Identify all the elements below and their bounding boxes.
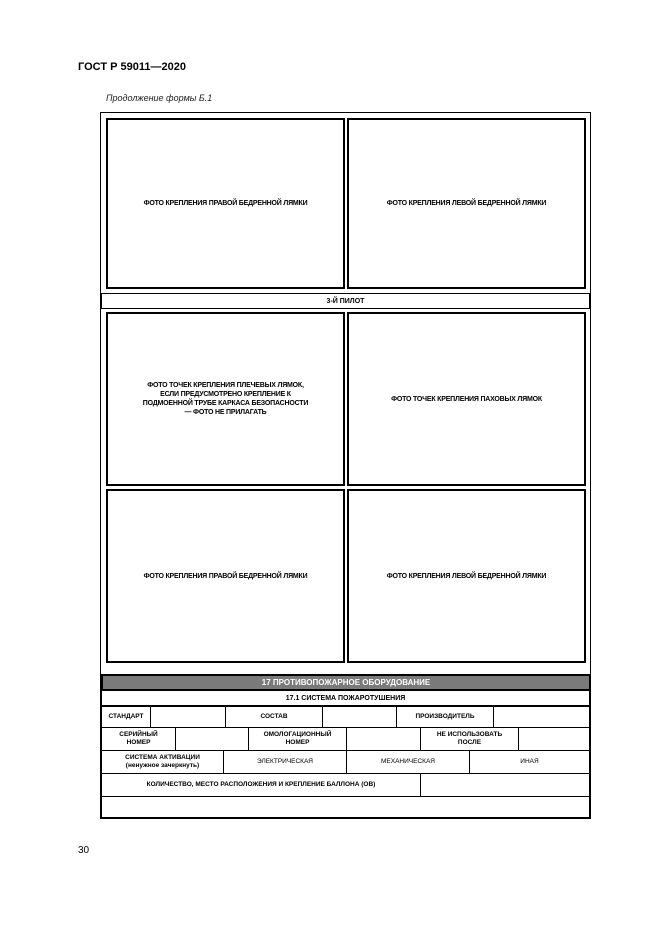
serial-number-label xyxy=(101,727,176,751)
photo-label: ФОТО ТОЧЕК КРЕПЛЕНИЯ ПЛЕЧЕВЫХ ЛЯМОК, ЕСЛИ ПРЕДУСМОТРЕНО КРЕПЛЕНИЕ К ПОДМОЕННОЙ ТРУБЕ КАРКАСА БЕЗОПАСНОСТИ — ФОТО НЕ ПРИЛАГАТЬ xyxy=(142,382,309,416)
cylinder-count-location-label xyxy=(101,773,421,797)
cylinder-details-entry[interactable] xyxy=(101,796,590,818)
section-17-1-subheading: 17.1 СИСТЕМА ПОЖАРОТУШЕНИЯ xyxy=(101,691,590,706)
photo-label: ФОТО КРЕПЛЕНИЯ ЛЕВОЙ БЕДРЕННОЙ ЛЯМКИ xyxy=(386,572,547,580)
activation-electric-option[interactable]: ЭЛЕКТРИЧЕСКАЯ xyxy=(223,750,347,774)
cylinder-count-location-text: КОЛИЧЕСТВО, МЕСТО РАСПОЛОЖЕНИЯ И КРЕПЛЕНИЕ БАЛЛОНА (ОВ) xyxy=(146,781,376,788)
composition-label: СОСТАВ xyxy=(225,706,323,728)
homologation-number-value[interactable] xyxy=(346,727,421,751)
pilot-3-heading: 3-Й ПИЛОТ xyxy=(101,293,590,309)
section-17-heading: 17 ПРОТИВОПОЖАРНОЕ ОБОРУДОВАНИЕ xyxy=(101,674,591,691)
photo-left-leg-strap-box xyxy=(347,489,586,663)
standard-value[interactable] xyxy=(150,706,226,728)
photo-right-leg-strap-box xyxy=(106,489,345,663)
activation-other-option[interactable]: ИНАЯ xyxy=(469,750,590,774)
page-number: 30 xyxy=(78,845,90,856)
homologation-number-label xyxy=(248,727,347,751)
activation-system-label xyxy=(101,750,224,774)
form-continuation-caption: Продолжение формы Б.1 xyxy=(106,93,213,103)
document-code: ГОСТ Р 59011—2020 xyxy=(78,61,186,73)
photo-shoulder-strap-points-box xyxy=(106,312,345,486)
photo-left-leg-strap-box xyxy=(347,118,586,289)
cylinder-count-location-value[interactable] xyxy=(420,773,590,797)
do-not-use-after-value[interactable] xyxy=(518,727,590,751)
photo-label: ФОТО КРЕПЛЕНИЯ ПРАВОЙ БЕДРЕННОЙ ЛЯМКИ xyxy=(143,572,308,580)
standard-label: СТАНДАРТ xyxy=(101,706,151,728)
do-not-use-after-text: НЕ ИСПОЛЬЗОВАТЬ ПОСЛЕ xyxy=(436,731,503,746)
photo-lap-strap-points-box xyxy=(347,312,586,486)
homologation-number-text: ОМОЛОГАЦИОННЫЙ НОМЕР xyxy=(263,731,332,746)
serial-number-value[interactable] xyxy=(175,727,249,751)
manufacturer-label: ПРОИЗВОДИТЕЛЬ xyxy=(396,706,494,728)
photo-label: ФОТО КРЕПЛЕНИЯ ПРАВОЙ БЕДРЕННОЙ ЛЯМКИ xyxy=(143,200,308,207)
manufacturer-value[interactable] xyxy=(493,706,590,728)
activation-mechanical-option[interactable]: МЕХАНИЧЕСКАЯ xyxy=(346,750,470,774)
activation-system-text: СИСТЕМА АКТИВАЦИИ (ненужное зачеркнуть) xyxy=(125,754,200,769)
do-not-use-after-label xyxy=(420,727,519,751)
serial-number-text: СЕРИЙНЫЙ НОМЕР xyxy=(119,731,158,746)
photo-label: ФОТО ТОЧЕК КРЕПЛЕНИЯ ПАХОВЫХ ЛЯМОК xyxy=(391,395,542,403)
photo-label: ФОТО КРЕПЛЕНИЯ ЛЕВОЙ БЕДРЕННОЙ ЛЯМКИ xyxy=(386,200,547,207)
composition-value[interactable] xyxy=(322,706,397,728)
photo-right-leg-strap-box xyxy=(106,118,345,289)
